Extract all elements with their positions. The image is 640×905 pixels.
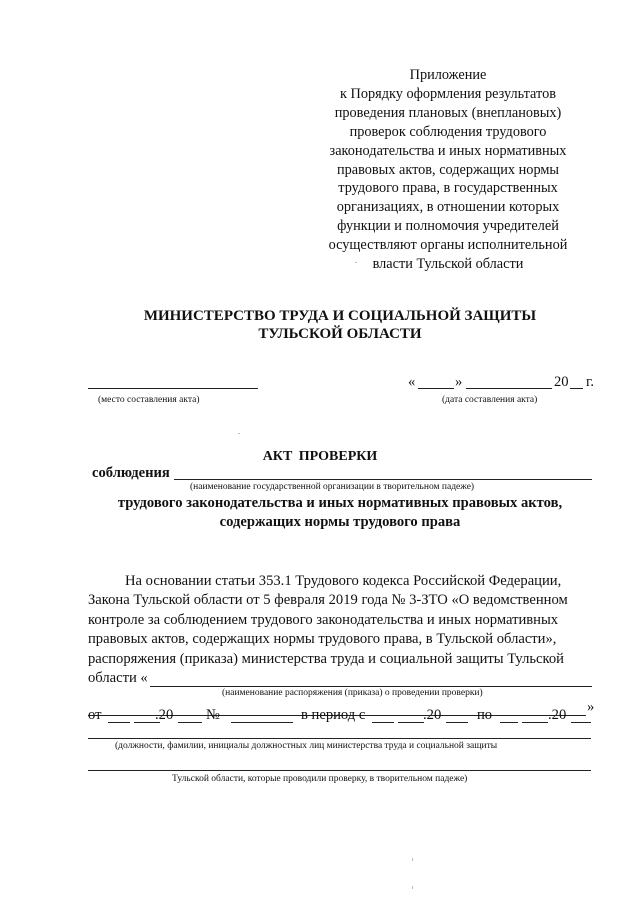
appendix-line: организациях, в отношении которых	[336, 199, 560, 216]
period-label: в период с	[301, 707, 366, 723]
date-year-prefix: 20	[554, 374, 569, 390]
basis-line-1: На основании статьи 353.1 Трудового кодекса Российской Федерации,	[125, 573, 562, 589]
order-number-line	[231, 722, 293, 723]
period-end-day-line	[500, 722, 518, 723]
act-subtitle-line-1: трудового законодательства и иных нормативных правовых актов,	[117, 495, 563, 511]
ministry-line-2: ТУЛЬСКОЙ ОБЛАСТИ	[258, 326, 422, 342]
period-end-month-line	[522, 722, 548, 723]
to-label: по	[477, 707, 493, 723]
officials-caption-2: Тульской области, которые проводили проверку, в творительном падеже)	[172, 774, 468, 784]
number-label: №	[206, 707, 220, 723]
appendix-line: Приложение	[409, 67, 487, 83]
period-start-month-line	[398, 722, 424, 723]
appendix-line: осуществляют органы исполнительной	[328, 237, 568, 254]
appendix-line: правовых актов, содержащих нормы	[336, 161, 560, 178]
appendix-line: трудового права, в государственных	[338, 180, 558, 197]
organization-caption: (наименование государственной организации в творительном падеже)	[190, 482, 475, 492]
appendix-block	[300, 66, 596, 274]
date-year-suffix: г.	[586, 374, 594, 390]
ministry-heading	[60, 307, 620, 343]
basis-line-3: контроле за соблюдением трудового законодательства и иных нормативных	[88, 612, 559, 628]
basis-line-5: распоряжения (приказа) министерства труда и социальной защиты Тульской	[88, 651, 564, 667]
place-field-line	[88, 388, 258, 389]
from-day-line	[108, 722, 130, 723]
period-end-year-line	[571, 722, 591, 723]
basis-line-2: Закона Тульской области от 5 февраля 2019 года № 3-ЗТО «О ведомственном	[88, 592, 568, 608]
officials-field-line-1	[88, 738, 591, 739]
order-caption: (наименование распоряжения (приказа) о проведении проверки)	[222, 688, 483, 698]
date-day-line	[418, 388, 454, 389]
period-start-year-line	[446, 722, 468, 723]
period-start-day-line	[372, 722, 394, 723]
scan-speck	[412, 886, 413, 889]
act-subtitle-line-2: содержащих нормы трудового права	[219, 514, 461, 530]
order-closing-quote: »	[587, 699, 595, 715]
appendix-line: власти Тульской области	[372, 256, 524, 273]
from-year-prefix: .20	[155, 707, 174, 723]
compliance-label: соблюдения	[92, 465, 170, 481]
officials-caption-1: (должности, фамилии, инициалы должностных лиц министерства труда и социальной защиты	[115, 741, 498, 751]
basis-line-4: правовых актов, содержащих нормы трудового права, в Тульской области»,	[88, 631, 557, 647]
scan-speck	[412, 858, 413, 861]
basis-line-6-prefix: области «	[88, 670, 148, 686]
appendix-line: к Порядку оформления результатов	[340, 85, 556, 102]
from-label: от	[88, 707, 102, 723]
date-year-line	[570, 388, 583, 389]
order-name-line	[150, 686, 592, 687]
scan-speck	[355, 262, 357, 263]
scan-speck	[238, 433, 240, 434]
appendix-line: проверок соблюдения трудового	[349, 123, 547, 140]
date-open-quote: «	[408, 374, 416, 390]
from-year-line	[178, 722, 202, 723]
officials-field-line-2	[88, 770, 591, 771]
appendix-line: функции и полномочия учредителей	[337, 218, 559, 235]
place-caption: (место составления акта)	[98, 395, 200, 405]
date-month-line	[466, 388, 552, 389]
date-close-quote: »	[455, 374, 463, 390]
ministry-line-1: МИНИСТЕРСТВО ТРУДА И СОЦИАЛЬНОЙ ЗАЩИТЫ	[143, 308, 537, 324]
period-end-year-prefix: .20	[548, 707, 567, 723]
date-caption: (дата составления акта)	[442, 395, 538, 405]
appendix-line: законодательства и иных нормативных	[329, 142, 567, 159]
appendix-line: проведения плановых (внеплановых)	[334, 104, 562, 121]
act-title: АКТ ПРОВЕРКИ	[262, 449, 378, 464]
period-start-year-prefix: .20	[423, 707, 442, 723]
organization-field-line	[174, 479, 592, 480]
